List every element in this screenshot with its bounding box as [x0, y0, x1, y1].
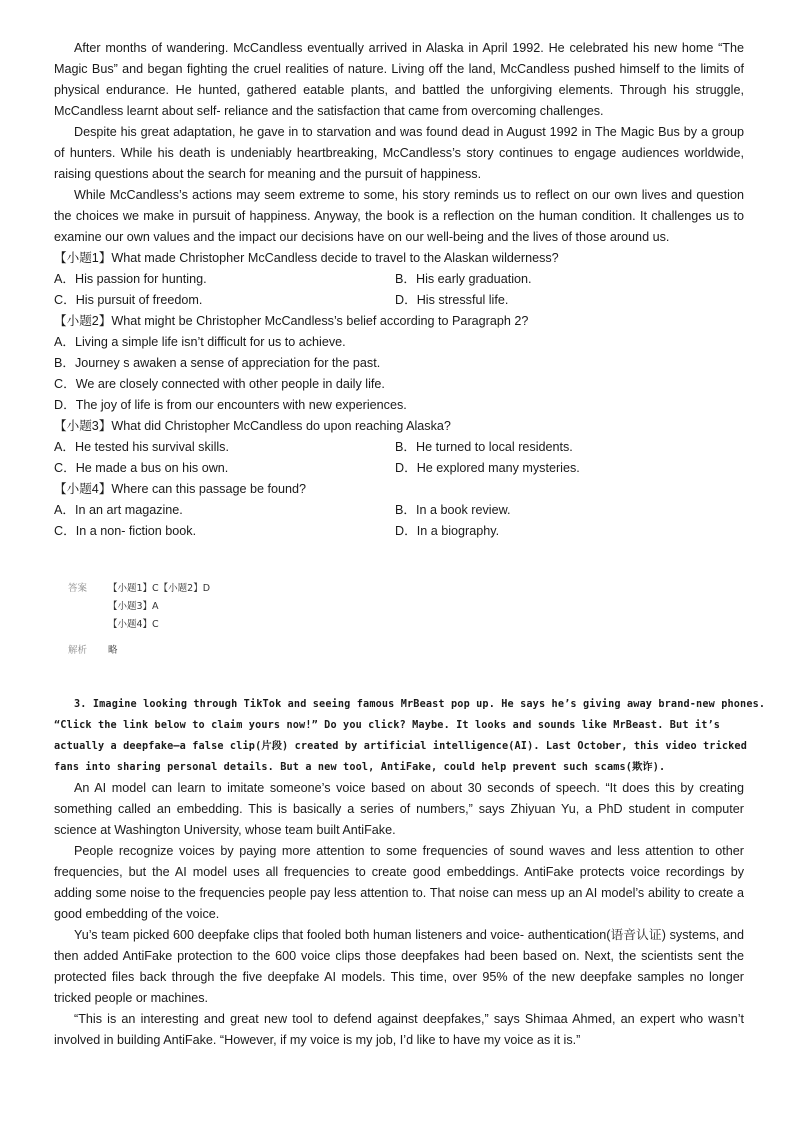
answer-line-3: 【小题4】C — [108, 619, 159, 630]
question-1-option-b: B．His early graduation. — [395, 272, 532, 286]
question-4-stem: 【小题4】Where can this passage be found? — [54, 482, 307, 496]
question-3-option-c: C．He made a bus on his own. — [54, 461, 229, 475]
question-3-option-b: B．He turned to local residents. — [395, 440, 573, 454]
question-4 — [54, 479, 744, 542]
question-2-option-d: D．The joy of life is from our encounters with new experiences. — [54, 398, 407, 412]
passage-2-paragraph-3: Yu’s team picked 600 deepfake clips that fooled both human listeners and voice- authentication(语音认证) systems, and then added AntiFake protection to the 600 voice clips those deepfakes had been based on. Next, the scientists sent the protected files back through the five deepfake AI models. This time, over 95% of the new deepfake samples no longer tricked people or machines. — [54, 928, 744, 1005]
passage-2-intro-line-1: 3. Imagine looking through TikTok and seeing famous MrBeast pop up. He says he’s giving away brand-new phones. — [74, 699, 766, 710]
question-2-option-c: C．We are closely connected with other people in daily life. — [54, 377, 385, 391]
passage-2-paragraph-4: “This is an interesting and great new tool to defend against deepfakes,” says Shimaa Ahmed, an expert who wasn’t involved in building AntiFake. “However, if my voice is my job, I’d like to have my voice as it is.” — [54, 1012, 744, 1047]
question-2-option-b: B．Journey s awaken a sense of appreciation for the past. — [54, 356, 381, 370]
passage-1 — [54, 38, 744, 542]
passage-2-paragraph-1: An AI model can learn to imitate someone’s voice based on about 30 seconds of speech. “It does this by creating something called an embedding. This is basically a series of numbers,” says Zhiyuan Yu, a PhD student in computer science at Washington University, whose team built AntiFake. — [54, 781, 744, 837]
question-4-option-a: A．In an art magazine. — [54, 503, 183, 517]
passage-2 — [54, 694, 766, 1051]
passage-1-paragraph-2: Despite his great adaptation, he gave in to starvation and was found dead in August 1992 in The Magic Bus by a group of hunters. While his death is undeniably heartbreaking, McCandless’s story continues to engage audiences worldwide, raising questions about the search for meaning and the pursuit of happiness. — [54, 125, 744, 181]
passage-2-intro-line-3: actually a deepfake—a false clip(片段) created by artificial intelligence(AI). Last October, this video tricked — [54, 741, 747, 752]
question-2 — [54, 311, 744, 416]
question-4-option-b: B．In a book review. — [395, 503, 511, 517]
answer-block — [68, 580, 210, 660]
question-4-option-d: D．In a biography. — [395, 524, 500, 538]
question-2-stem: 【小题2】What might be Christopher McCandless’s belief according to Paragraph 2? — [54, 314, 529, 328]
question-3 — [54, 416, 744, 479]
question-1-option-d: D．His stressful life. — [395, 293, 509, 307]
passage-2-intro-line-4: fans into sharing personal details. But a new tool, AntiFake, could help prevent such scams(欺诈). — [54, 762, 666, 773]
question-4-option-c: C．In a non- fiction book. — [54, 524, 197, 538]
question-3-stem: 【小题3】What did Christopher McCandless do upon reaching Alaska? — [54, 419, 451, 433]
question-2-option-a: A．Living a simple life isn’t difficult for us to achieve. — [54, 335, 346, 349]
passage-2-paragraph-2: People recognize voices by paying more attention to some frequencies of sound waves and less attention to other frequencies, but the AI model uses all frequencies to create good embeddings. AntiFake protects voice recordings by adding some noise to the frequencies people pay less attention to. That noise can mess up an AI model’s ability to create a good embedding of the voice. — [54, 844, 744, 921]
question-1-option-a: A．His passion for hunting. — [54, 272, 207, 286]
question-1-option-c: C．His pursuit of freedom. — [54, 293, 203, 307]
passage-1-paragraph-3: While McCandless’s actions may seem extreme to some, his story reminds us to reflect on our own lives and question the choices we make in pursuit of happiness. Anyway, the book is a reflection on the human condition. It challenges us to examine our own values and the impact our decisions have on our well-being and the lives of those around us. — [54, 188, 744, 244]
analysis-text: 略 — [108, 645, 118, 656]
answer-line-1: 【小题1】C【小题2】D — [108, 583, 211, 594]
question-3-option-a: A．He tested his survival skills. — [54, 440, 229, 454]
passage-2-intro-line-2: “Click the link below to claim yours now!” Do you click? Maybe. It looks and sounds like MrBeast. But it’s — [54, 720, 721, 731]
question-3-option-d: D．He explored many mysteries. — [395, 461, 580, 475]
answer-label: 答案 — [68, 583, 88, 594]
question-1-stem: 【小题1】What made Christopher McCandless decide to travel to the Alaskan wilderness? — [54, 251, 559, 265]
question-1 — [54, 248, 744, 311]
answer-line-2: 【小题3】A — [108, 601, 159, 612]
passage-1-paragraph-1: After months of wandering. McCandless eventually arrived in Alaska in April 1992. He celebrated his new home “The Magic Bus” and began fighting the cruel realities of nature. Living off the land, McCandless pushed himself to the limits of physical endurance. He hunted, gathered eatable plants, and battled the unforgiving elements. Through his struggle, McCandless learnt about self- reliance and the satisfaction that came from overcoming challenges. — [54, 41, 744, 118]
analysis-label: 解析 — [68, 645, 88, 656]
